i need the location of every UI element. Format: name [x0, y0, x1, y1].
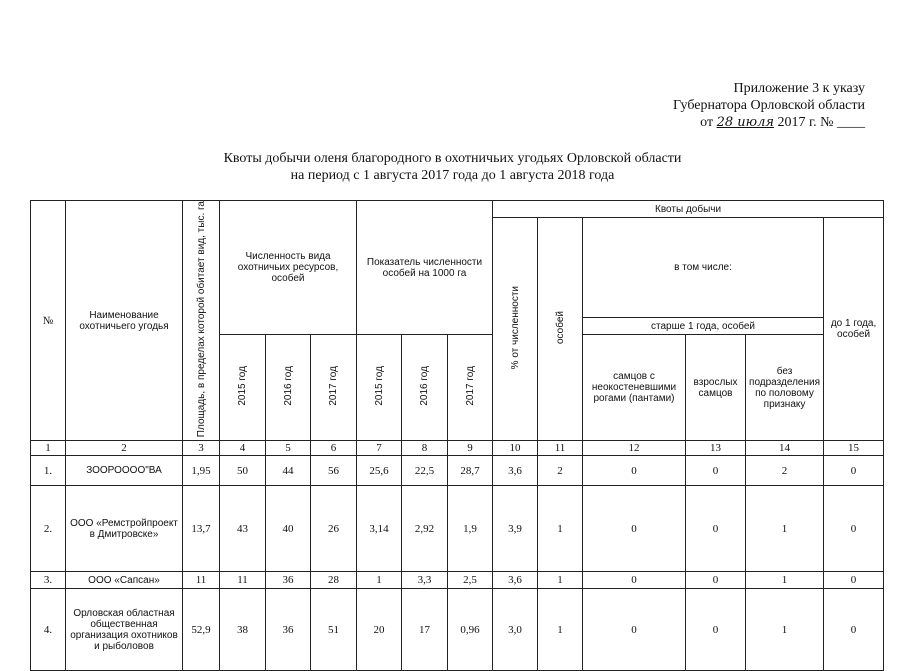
quota-no-sex: 1 [746, 589, 824, 671]
colnum: 14 [746, 441, 824, 456]
colnum: 2 [66, 441, 183, 456]
header-abundance-2015: 2015 год [237, 366, 248, 406]
quota-males-antlers: 0 [583, 486, 686, 572]
quota-under1: 0 [824, 572, 884, 589]
colnum: 11 [538, 441, 583, 456]
colnum: 7 [357, 441, 402, 456]
appendix-line1: Приложение 3 к указу [733, 81, 865, 96]
quota-pct: 3,9 [493, 486, 538, 572]
area-value: 13,7 [183, 486, 220, 572]
colnum: 12 [583, 441, 686, 456]
density-2016: 17 [402, 589, 448, 671]
header-density: Показатель численности особей на 1000 га [357, 201, 493, 335]
density-2017: 0,96 [448, 589, 493, 671]
header-pct: % от численности [509, 285, 521, 370]
document-title [0, 150, 905, 184]
abundance-2015: 43 [220, 486, 266, 572]
colnum: 3 [183, 441, 220, 456]
colnum: 5 [266, 441, 311, 456]
colnum: 10 [493, 441, 538, 456]
colnum: 6 [311, 441, 357, 456]
abundance-2017: 56 [311, 456, 357, 486]
row-number: 1. [31, 456, 66, 486]
density-2015: 25,6 [357, 456, 402, 486]
header-individuals: особей [554, 311, 566, 345]
hunting-ground-name: ООО «Ремстройпроект в Дмитровске» [66, 486, 183, 572]
table-row [31, 589, 884, 671]
area-value: 52,9 [183, 589, 220, 671]
appendix-line2: Губернатора Орловской области [672, 98, 865, 113]
abundance-2016: 44 [266, 456, 311, 486]
header-adult-males: взрослых самцов [686, 335, 746, 441]
appendix-date-prefix: от [700, 115, 717, 130]
header-abundance-2017: 2017 год [328, 366, 339, 406]
colnum: 1 [31, 441, 66, 456]
density-2016: 3,3 [402, 572, 448, 589]
header-under1: до 1 года, особей [824, 218, 884, 441]
header-name: Наименование охотничьего угодья [66, 201, 183, 441]
quota-individuals: 1 [538, 572, 583, 589]
abundance-2015: 38 [220, 589, 266, 671]
quota-pct: 3,0 [493, 589, 538, 671]
quota-under1: 0 [824, 456, 884, 486]
header-older: старше 1 года, особей [583, 318, 824, 335]
header-density-2016: 2016 год [419, 366, 430, 406]
abundance-2017: 28 [311, 572, 357, 589]
abundance-2016: 36 [266, 572, 311, 589]
area-value: 1,95 [183, 456, 220, 486]
header-no-sex: без подразделения по половому признаку [746, 335, 824, 441]
density-2016: 22,5 [402, 456, 448, 486]
appendix-header [673, 80, 865, 131]
appendix-date-suffix: 2017 г. № ____ [773, 115, 865, 130]
quota-pct: 3,6 [493, 456, 538, 486]
header-including: в том числе: [583, 218, 824, 318]
density-2017: 1,9 [448, 486, 493, 572]
quota-no-sex: 1 [746, 572, 824, 589]
quota-under1: 0 [824, 486, 884, 572]
header-no: № [31, 201, 66, 441]
quota-no-sex: 2 [746, 456, 824, 486]
header-quotas: Квоты добычи [493, 201, 884, 218]
density-2017: 28,7 [448, 456, 493, 486]
row-number: 3. [31, 572, 66, 589]
abundance-2016: 36 [266, 589, 311, 671]
area-value: 11 [183, 572, 220, 589]
hunting-ground-name: ООО «Сапсан» [66, 572, 183, 589]
quota-pct: 3,6 [493, 572, 538, 589]
colnum: 8 [402, 441, 448, 456]
density-2015: 3,14 [357, 486, 402, 572]
abundance-2015: 50 [220, 456, 266, 486]
quota-table [30, 200, 884, 671]
quota-individuals: 1 [538, 486, 583, 572]
column-number-row [31, 441, 884, 456]
title-line2: на период с 1 августа 2017 года до 1 августа 2018 года [290, 168, 615, 183]
density-2017: 2,5 [448, 572, 493, 589]
quota-no-sex: 1 [746, 486, 824, 572]
header-abundance: Численность вида охотничьих ресурсов, особей [220, 201, 357, 335]
abundance-2016: 40 [266, 486, 311, 572]
density-2015: 20 [357, 589, 402, 671]
header-abundance-2016: 2016 год [282, 366, 294, 406]
header-area: Площадь, в пределах которой обитает вид, тыс. га [195, 201, 207, 438]
hunting-ground-name: Орловская областная общественная организация охотников и рыболовов [66, 589, 183, 671]
row-number: 4. [31, 589, 66, 671]
quota-adult-males: 0 [686, 589, 746, 671]
header-males-antlers: самцов с неокостеневшими рогами (пантами) [583, 335, 686, 441]
quota-males-antlers: 0 [583, 456, 686, 486]
quota-individuals: 1 [538, 589, 583, 671]
header-density-2017: 2017 год [464, 366, 476, 406]
title-line1: Квоты добычи оленя благородного в охотничьих угодьях Орловской области [223, 151, 682, 166]
density-2015: 1 [357, 572, 402, 589]
abundance-2015: 11 [220, 572, 266, 589]
quota-adult-males: 0 [686, 486, 746, 572]
header-density-2015: 2015 год [373, 366, 385, 406]
appendix-line3 [673, 114, 865, 131]
colnum: 13 [686, 441, 746, 456]
quota-adult-males: 0 [686, 572, 746, 589]
colnum: 15 [824, 441, 884, 456]
colnum: 9 [448, 441, 493, 456]
table-row [31, 572, 884, 589]
hunting-ground-name: ЗООРОООО"ВА [66, 456, 183, 486]
table-row [31, 486, 884, 572]
quota-males-antlers: 0 [583, 572, 686, 589]
handwritten-date: 28 июля [716, 115, 774, 130]
row-number: 2. [31, 486, 66, 572]
density-2016: 2,92 [402, 486, 448, 572]
abundance-2017: 26 [311, 486, 357, 572]
quota-under1: 0 [824, 589, 884, 671]
colnum: 4 [220, 441, 266, 456]
quota-individuals: 2 [538, 456, 583, 486]
quota-males-antlers: 0 [583, 589, 686, 671]
table-row [31, 456, 884, 486]
abundance-2017: 51 [311, 589, 357, 671]
quota-adult-males: 0 [686, 456, 746, 486]
